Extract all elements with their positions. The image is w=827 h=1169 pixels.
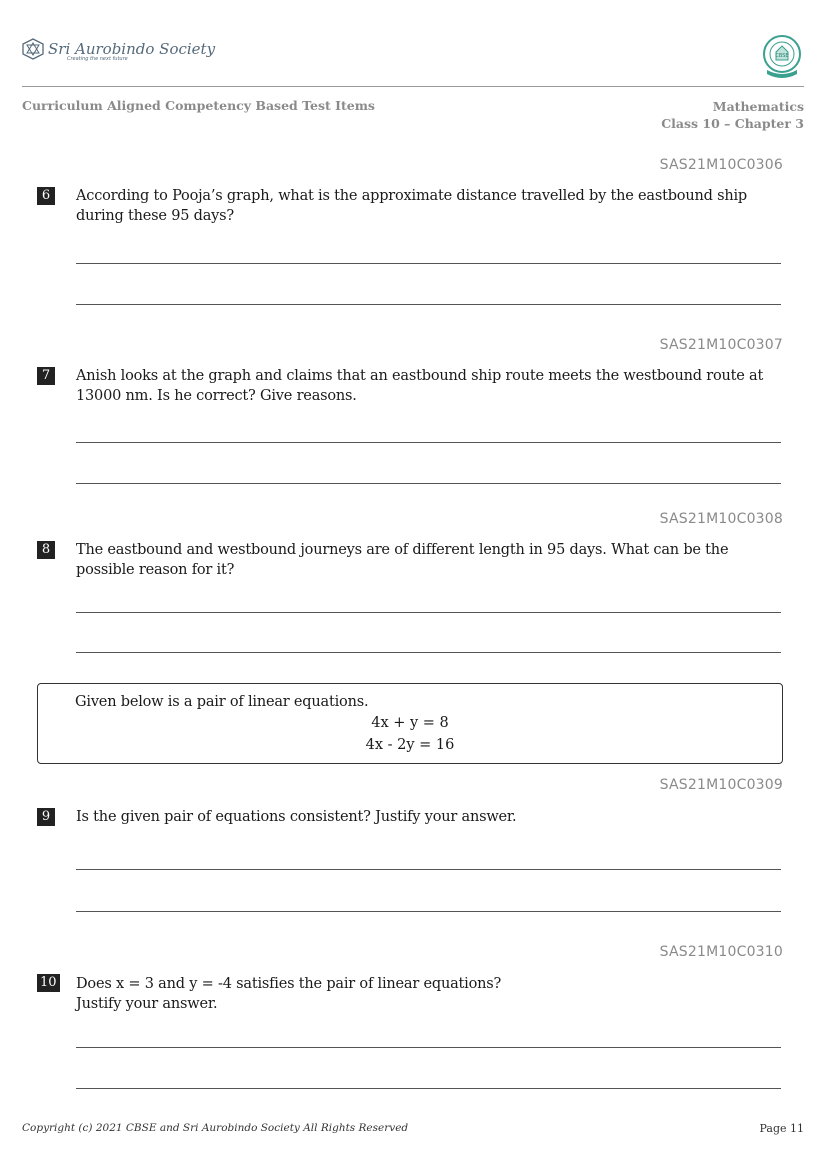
question-text-line: Does x = 3 and y = -4 satisfies the pair of linear equations? bbox=[76, 976, 502, 992]
question-text-line: Justify your answer. bbox=[76, 996, 218, 1012]
box-intro-text: Given below is a pair of linear equations. bbox=[75, 694, 369, 710]
answer-line[interactable] bbox=[76, 483, 781, 484]
logo-text: Sri Aurobindo Society bbox=[48, 39, 216, 58]
header-divider bbox=[22, 86, 804, 87]
item-code: SAS21M10C0307 bbox=[659, 337, 783, 353]
linear-equations-box bbox=[37, 683, 783, 764]
item-code: SAS21M10C0306 bbox=[659, 157, 783, 173]
answer-line[interactable] bbox=[76, 304, 781, 305]
question-text bbox=[76, 974, 784, 1014]
answer-line[interactable] bbox=[76, 442, 781, 443]
item-code: SAS21M10C0310 bbox=[659, 944, 783, 960]
question-text: Anish looks at the graph and claims that an eastbound ship route meets the westbound route at 13000 nm. Is he correct? Give reasons. bbox=[76, 368, 764, 404]
class-chapter: Class 10 – Chapter 3 bbox=[661, 116, 804, 131]
equation-1: 4x + y = 8 bbox=[371, 715, 449, 731]
logo-tagline: Creating the next future bbox=[67, 56, 128, 62]
equation-2: 4x - 2y = 16 bbox=[365, 737, 455, 753]
answer-line[interactable] bbox=[76, 911, 781, 912]
question-number: 8 bbox=[37, 541, 55, 559]
page-number: Page 11 bbox=[759, 1122, 804, 1135]
subject: Mathematics bbox=[712, 99, 804, 114]
copyright-notice: Copyright (c) 2021 CBSE and Sri Aurobindo Society All Rights Reserved bbox=[22, 1122, 409, 1134]
question-text: According to Pooja’s graph, what is the approximate distance travelled by the eastbound ship during these 95 days? bbox=[76, 188, 748, 224]
answer-line[interactable] bbox=[76, 612, 781, 613]
question-number: 7 bbox=[37, 367, 55, 385]
seal-label: CBSE bbox=[775, 53, 789, 59]
cbse-seal-icon bbox=[761, 34, 803, 80]
answer-line[interactable] bbox=[76, 263, 781, 264]
document-title: Curriculum Aligned Competency Based Test Items bbox=[22, 98, 375, 113]
answer-line[interactable] bbox=[76, 1047, 781, 1048]
answer-line[interactable] bbox=[76, 869, 781, 870]
answer-line[interactable] bbox=[76, 652, 781, 653]
question-text: The eastbound and westbound journeys are of different length in 95 days. What can be the possible reason for it? bbox=[76, 542, 729, 578]
subject-header bbox=[661, 98, 804, 132]
item-code: SAS21M10C0309 bbox=[659, 777, 783, 793]
question-number: 6 bbox=[37, 187, 55, 205]
society-emblem-icon bbox=[22, 38, 44, 60]
answer-line[interactable] bbox=[76, 1088, 781, 1089]
question-text: Is the given pair of equations consistent? Justify your answer. bbox=[76, 809, 517, 825]
item-code: SAS21M10C0308 bbox=[659, 511, 783, 527]
question-number: 10 bbox=[37, 974, 60, 992]
question-number: 9 bbox=[37, 808, 55, 826]
